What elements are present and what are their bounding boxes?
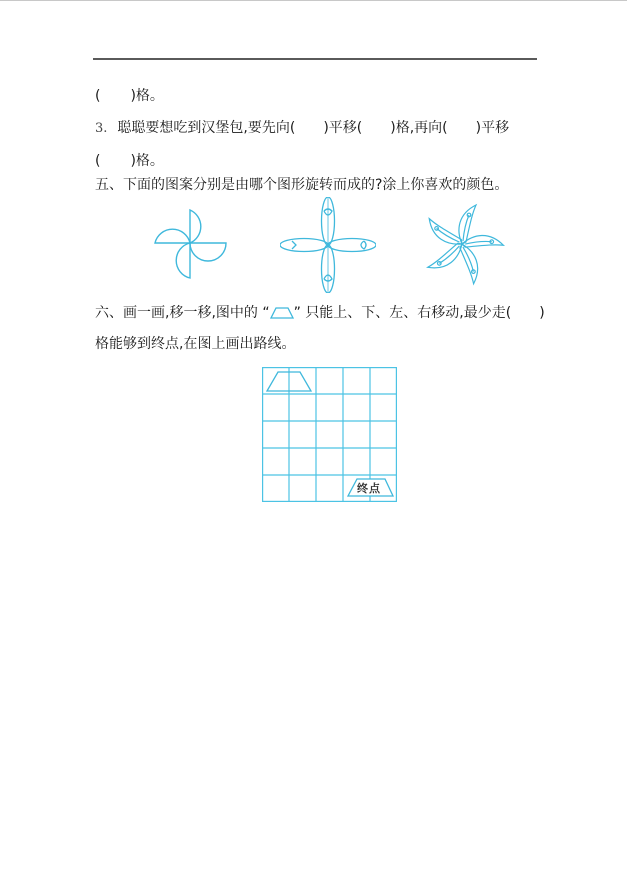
question-3 xyxy=(95,119,509,138)
header-rule xyxy=(93,58,537,60)
section-6-line-2: 格能够到终点,在图上画出路线。 xyxy=(95,336,296,352)
question-3-continuation xyxy=(95,152,164,170)
question-3-text-1: 聪聪要想吃到汉堡包,要先向( xyxy=(117,120,296,136)
section-5-title: 五、下面的图案分别是由哪个图形旋转而成的?涂上你喜欢的颜色。 xyxy=(95,177,509,193)
pinwheel-figure[interactable] xyxy=(150,203,230,283)
movement-grid[interactable] xyxy=(262,367,397,502)
trapezoid-icon xyxy=(270,307,294,319)
rotation-figures xyxy=(0,195,627,295)
section-6-text-1: 六、画一画,移一移,图中的 “ xyxy=(95,305,270,321)
question-3-text-2: )平移( xyxy=(323,120,363,136)
blank-close: )格。 xyxy=(130,88,164,104)
bauhinia-flower-figure[interactable] xyxy=(422,199,508,289)
end-point-label: 终点 xyxy=(357,482,381,495)
blank-open: ( xyxy=(95,88,101,104)
four-petal-cross-figure[interactable] xyxy=(280,197,376,293)
question-number: 3. xyxy=(95,121,108,136)
question-3-text-4: )平移 xyxy=(475,120,510,136)
page-top-edge xyxy=(0,0,627,1)
section-6-text-3: ) xyxy=(539,305,545,321)
continuation-line-previous xyxy=(95,87,164,105)
section-6-text-2: ” 只能上、下、左、右移动,最少走( xyxy=(293,305,512,321)
start-trapezoid-icon xyxy=(267,372,311,391)
section-6-title xyxy=(95,304,545,322)
blank-close: )格。 xyxy=(130,153,164,169)
blank-open: ( xyxy=(95,153,101,169)
question-3-text-3: )格,再向( xyxy=(390,120,448,136)
